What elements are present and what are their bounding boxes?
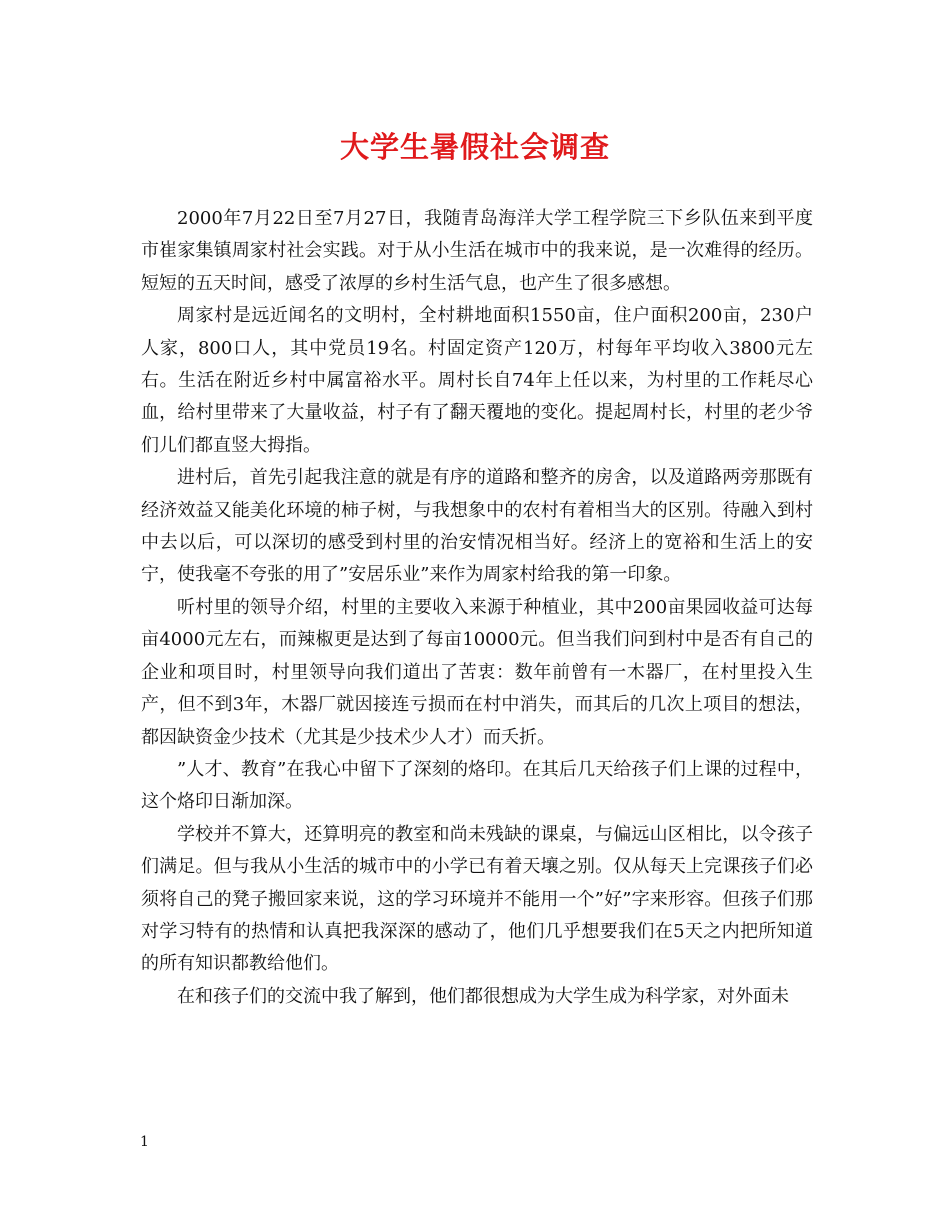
paragraph-7: 在和孩子们的交流中我了解到，他们都很想成为大学生成为科学家，对外面未 [177, 985, 789, 1007]
paragraph-3: 进村后，首先引起我注意的就是有序的道路和整齐的房舍，以及道路两旁那既有经济效益又能美化环境的柿子树，与我想象中的农村有着相当大的区别。待融入到村中去以后，可以深切的感受到村里的治安情况相当好。经济上的宽裕和生活上的安宁，使我毫不夸张的用了”安居乐业”来作为周家村给我的第一印象。 [141, 467, 813, 586]
paragraph-4: 听村里的领导介绍，村里的主要收入来源于种植业，其中200亩果园收益可达每亩4000元左右，而辣椒更是达到了每亩10000元。但当我们问到村中是否有自己的企业和项目时，村里领导向我们道出了苦衷：数年前曾有一木器厂，在村里投入生产，但不到3年，木器厂就因接连亏损而在村中消失，而其后的几次上项目的想法，都因缺资金少技术（尤其是少技术少人才）而夭折。 [141, 596, 813, 748]
document-body [141, 203, 813, 1013]
paragraph-5: ”人才、教育”在我心中留下了深刻的烙印。在其后几天给孩子们上课的过程中，这个烙印日渐加深。 [141, 758, 813, 813]
page-number: 1 [140, 1134, 149, 1150]
paragraph-6: 学校并不算大，还算明亮的教室和尚未残缺的课桌，与偏远山区相比，以令孩子们满足。但与我从小生活的城市中的小学已有着天壤之别。仅从每天上完课孩子们必须将自己的凳子搬回家来说，这的学习环境并不能用一个”好”字来形容。但孩子们那对学习特有的热情和认真把我深深的感动了，他们几乎想要我们在5天之内把所知道的所有知识都教给他们。 [141, 823, 813, 975]
paragraph-2: 周家村是远近闻名的文明村，全村耕地面积1550亩，住户面积200亩，230户人家，800口人，其中党员19名。村固定资产120万，村每年平均收入3800元左右。生活在附近乡村中属富裕水平。周村长自74年上任以来，为村里的工作耗尽心血，给村里带来了大量收益，村子有了翻天覆地的变化。提起周村长，村里的老少爷们儿们都直竖大拇指。 [141, 305, 813, 456]
paragraph-1: 2000年7月22日至7月27日，我随青岛海洋大学工程学院三下乡队伍来到平度市崔家集镇周家村社会实践。对于从小生活在城市中的我来说，是一次难得的经历。短短的五天时间，感受了浓厚的乡村生活气息，也产生了很多感想。 [141, 208, 813, 294]
document-title: 大学生暑假社会调查 [339, 130, 610, 164]
